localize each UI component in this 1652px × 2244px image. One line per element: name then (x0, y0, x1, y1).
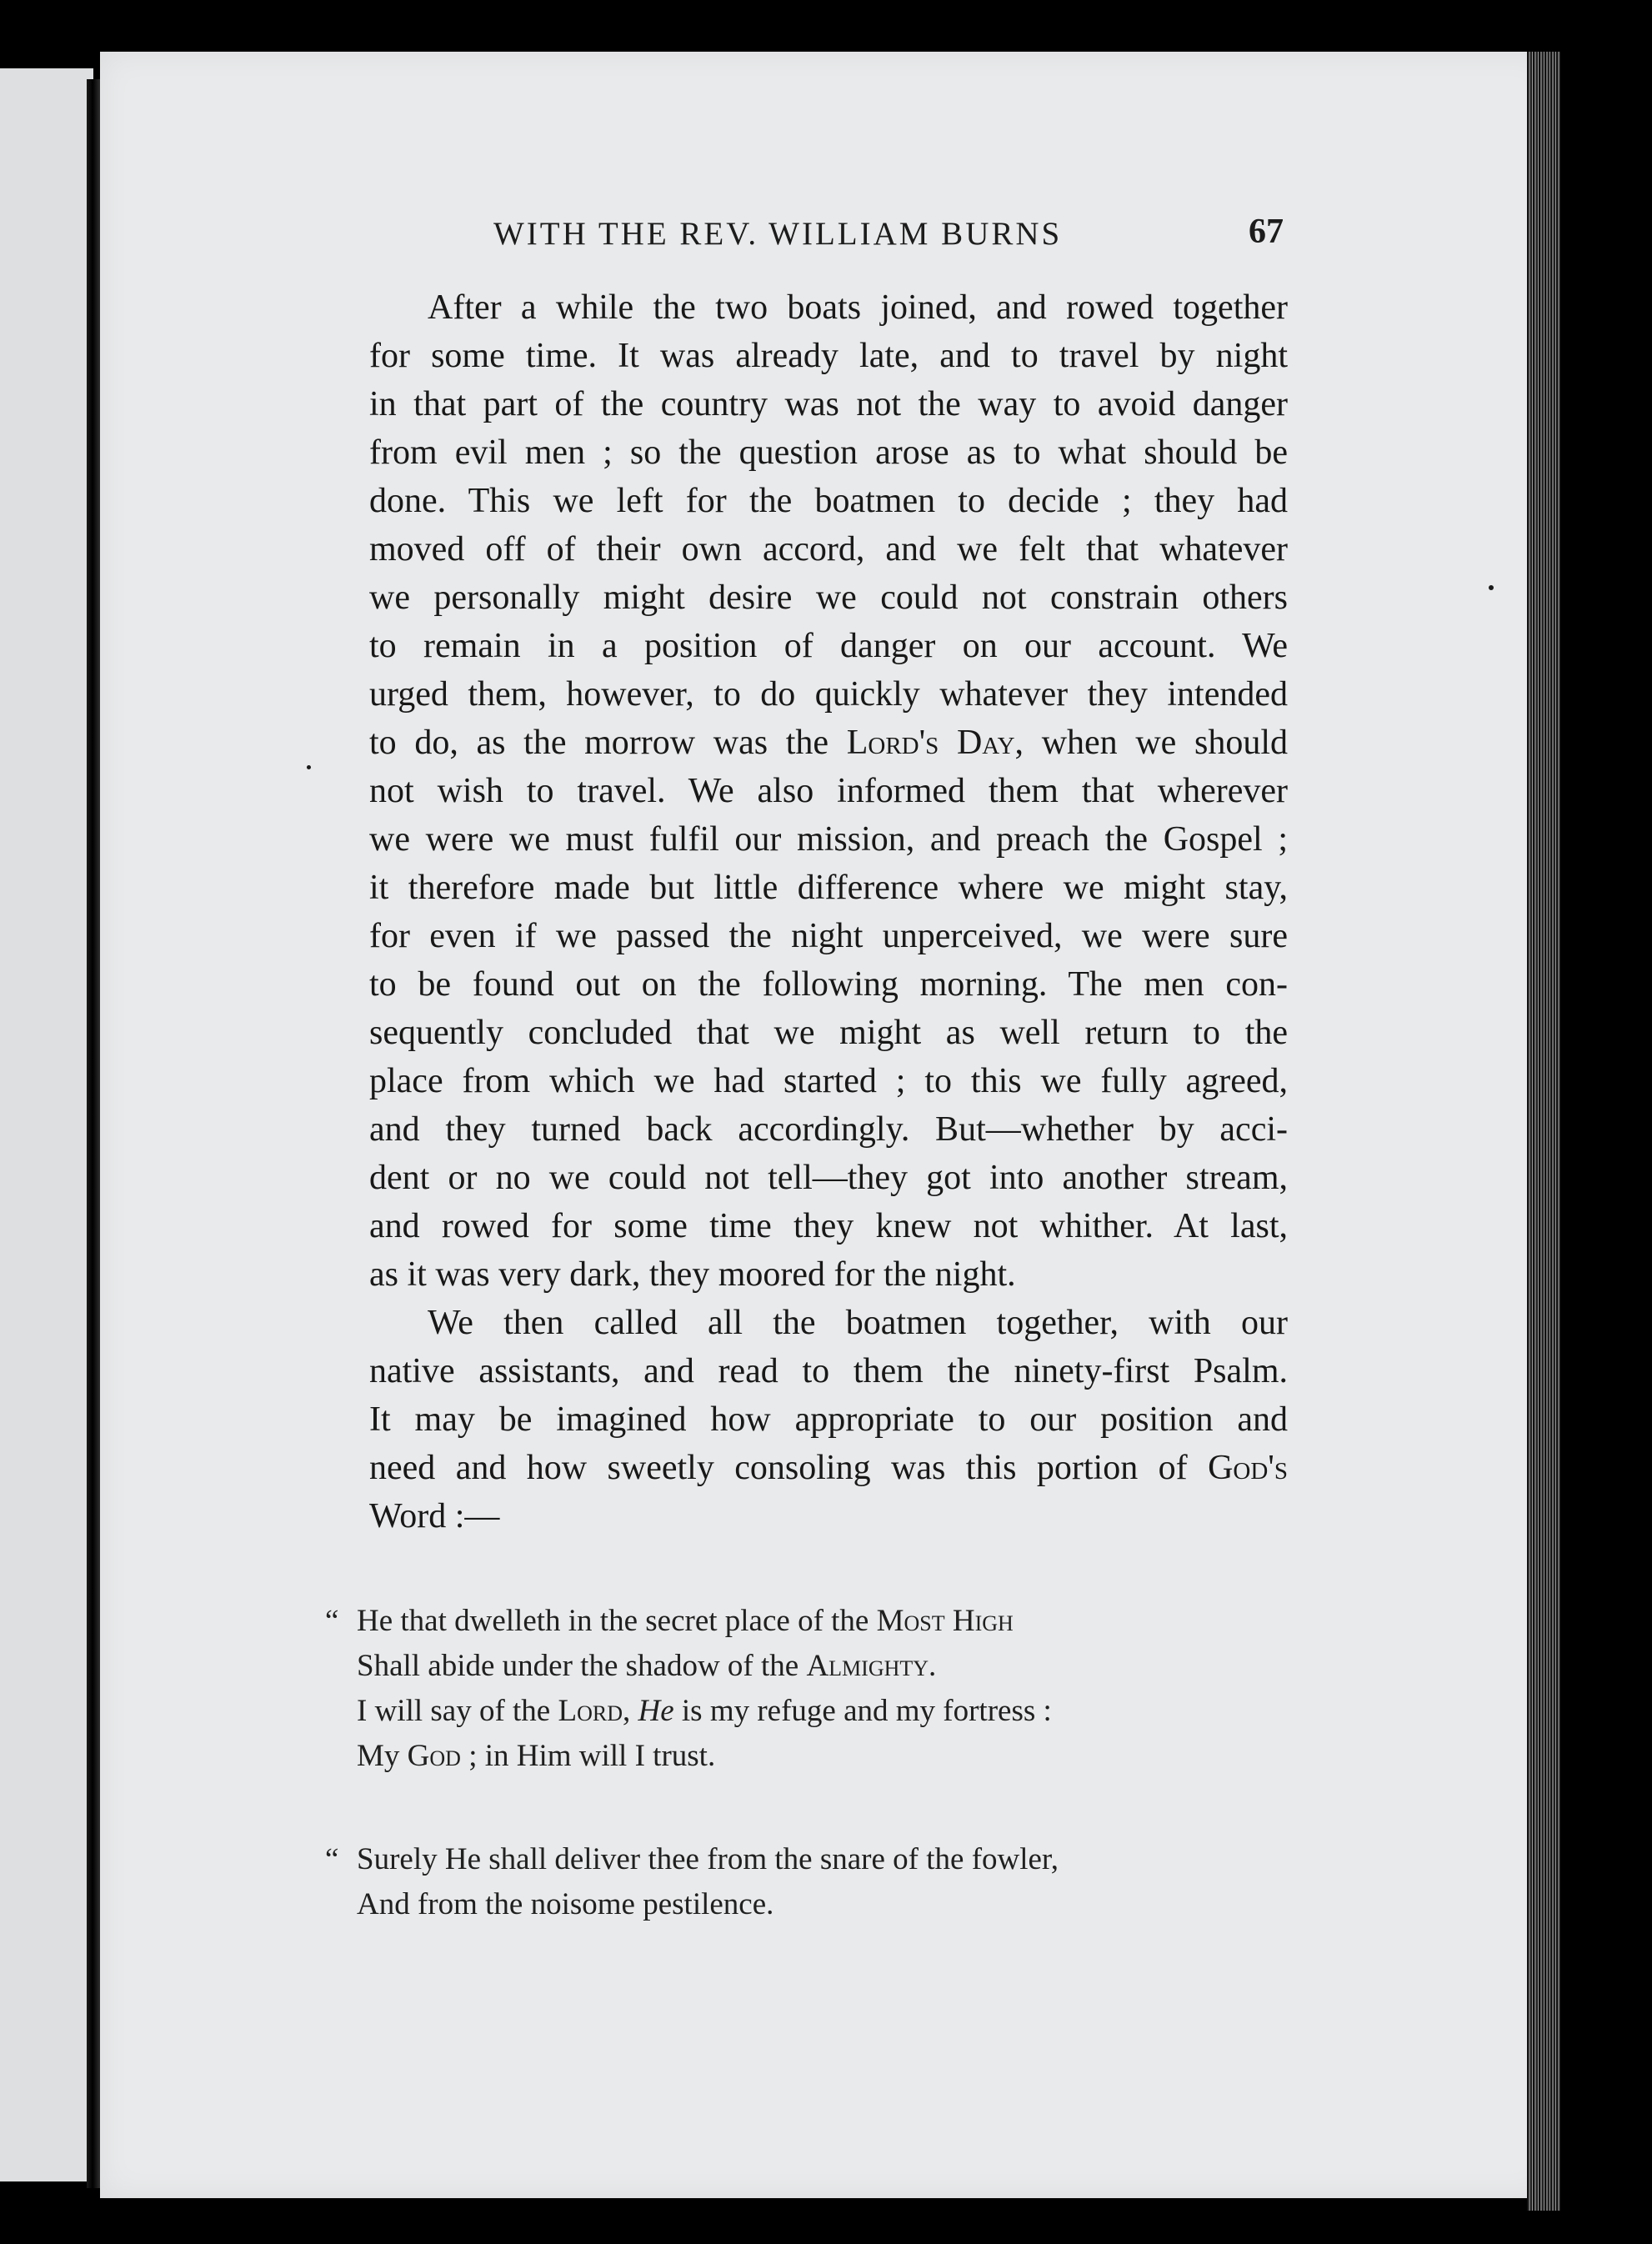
lords-day-smallcaps: Lord's Day (846, 724, 1015, 762)
text-line: for even if we passed the night unperceived, we were sure (369, 917, 1288, 955)
text-line: place from which we had started ; to this we fully agreed, (369, 1062, 1288, 1100)
text-line: moved off of their own accord, and we felt that whatever (369, 530, 1288, 569)
almighty-smallcaps: Almighty (806, 1649, 929, 1683)
text-fragment: My (357, 1739, 408, 1773)
dust-speck (307, 765, 311, 769)
verse-line (327, 1689, 1052, 1734)
running-head: WITH THE REV. WILLIAM BURNS (493, 216, 1063, 252)
page-number: 67 (1249, 213, 1284, 251)
page-stack-edges (1527, 52, 1560, 2211)
gods-smallcaps: God's (1208, 1449, 1288, 1487)
text-fragment: ; in Him will I trust. (460, 1739, 716, 1773)
text-line: sequently concluded that we might as well return to the (369, 1014, 1288, 1052)
god-smallcaps: God (407, 1739, 461, 1773)
text-fragment: to do, as the morrow was the (369, 724, 847, 762)
most-high-smallcaps: Most High (876, 1604, 1014, 1638)
verse-line (327, 1644, 1052, 1689)
text-line: not wish to travel. We also informed them that wherever (369, 772, 1288, 810)
right-binding-shadow (1560, 42, 1594, 2217)
lord-smallcaps: Lord (558, 1694, 623, 1728)
left-page-edge (0, 68, 93, 2181)
text-line: native assistants, and read to them the ninety-first Psalm. (369, 1352, 1288, 1390)
text-line: and rowed for some time they knew not whither. At last, (369, 1207, 1288, 1245)
text-fragment: is my refuge and my fortress : (673, 1694, 1052, 1728)
text-line-gods (311, 1444, 1288, 1492)
text-line: we personally might desire we could not constrain others (369, 579, 1288, 617)
text-fragment: He that dwelleth in the secret place of the (357, 1604, 877, 1638)
text-fragment: need and how sweetly consoling was this portion of (369, 1449, 1209, 1487)
text-line: Word :— (369, 1497, 500, 1535)
text-fragment: . (929, 1649, 937, 1683)
text-fragment: , when we should (1014, 724, 1289, 762)
text-line: to be found out on the following morning. The men con- (369, 965, 1288, 1004)
he-italic: He (638, 1694, 674, 1728)
text-line: we were we must fulfil our mission, and preach the Gospel ; (369, 820, 1288, 859)
text-fragment: I will say of the (357, 1694, 558, 1728)
text-line: and they turned back accordingly. But—whether by acci- (369, 1110, 1288, 1149)
paragraph-1 (311, 283, 1288, 1299)
body-text (311, 283, 1288, 1540)
text-line: We then called all the boatmen together, with our (428, 1304, 1288, 1342)
text-line-lords-day (311, 719, 1288, 767)
text-line: dent or no we could not tell—they got into another stream, (369, 1159, 1288, 1197)
opening-quote: “ (325, 1842, 339, 1876)
verse-line: Surely He shall deliver thee from the snare of the fowler, (357, 1842, 1059, 1876)
text-line: It may be imagined how appropriate to our position and (369, 1400, 1288, 1439)
text-fragment: Shall abide under the shadow of the (357, 1649, 807, 1683)
text-line: from evil men ; so the question arose as to what should be (369, 433, 1288, 472)
text-line: in that part of the country was not the way to avoid danger (369, 385, 1288, 423)
verse-line (327, 1599, 1052, 1644)
text-line: After a while the two boats joined, and rowed together (428, 288, 1288, 327)
dust-speck (1489, 585, 1494, 590)
psalm-verse-1 (327, 1599, 1052, 1779)
paragraph-2 (311, 1299, 1288, 1540)
text-fragment: , (622, 1694, 638, 1728)
text-line: for some time. It was already late, and to travel by night (369, 337, 1288, 375)
text-line: it therefore made but little difference where we might stay, (369, 869, 1288, 907)
psalm-verse-2 (327, 1837, 1059, 1927)
text-line: to remain in a position of danger on our account. We (369, 627, 1288, 665)
verse-line (327, 1734, 1052, 1779)
text-line: done. This we left for the boatmen to decide ; they had (369, 482, 1288, 520)
text-line: urged them, however, to do quickly whatever they intended (369, 675, 1288, 714)
text-line: as it was very dark, they moored for the night. (369, 1255, 1016, 1294)
opening-quote: “ (325, 1604, 339, 1638)
verse-line: And from the noisome pestilence. (357, 1887, 774, 1921)
